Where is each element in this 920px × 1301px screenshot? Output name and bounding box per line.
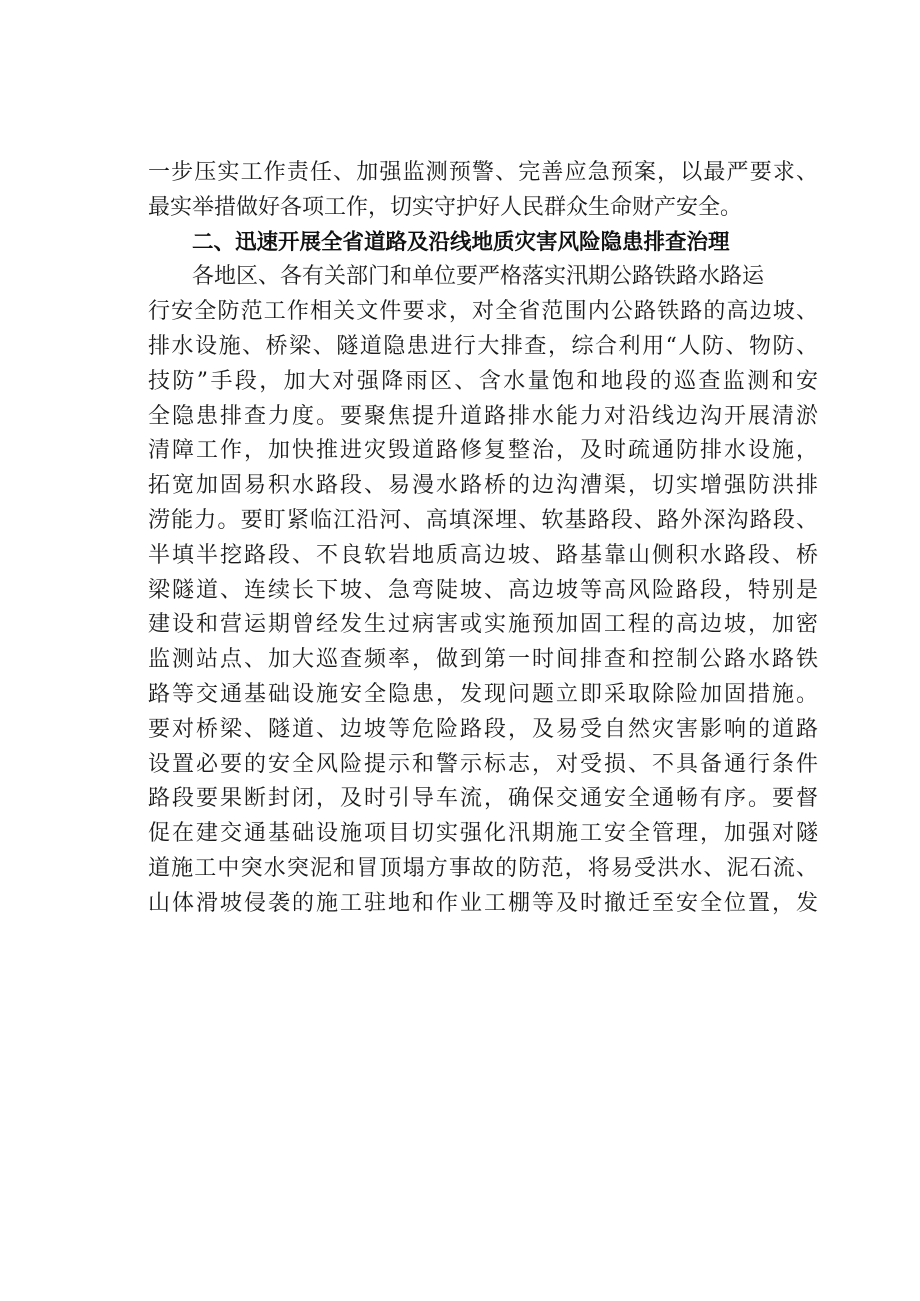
paragraph-line-9: 半填半挖路段、不良软岩地质高边坡、路基靠山侧积水路段、桥 <box>148 542 818 568</box>
continuation-line-2: 最实举措做好各项工作，切实守护好人民群众生命财产安全。 <box>148 194 743 220</box>
paragraph-line-19: 山体滑坡侵袭的施工驻地和作业工棚等及时撤迁至安全位置，发 <box>148 890 818 916</box>
paragraph-line-10: 梁隧道、连续长下坡、急弯陡坡、高边坡等高风险路段，特别是 <box>148 577 818 603</box>
paragraph-line-8: 涝能力。要盯紧临江沿河、高填深埋、软基路段、路外深沟路段、 <box>148 507 818 533</box>
continuation-line-1: 一步压实工作责任、加强监测预警、完善应急预案，以最严要求、 <box>148 160 818 185</box>
paragraph-line-17: 促在建交通基础设施项目切实强化汛期施工安全管理，加强对隧 <box>148 821 818 847</box>
paragraph-line-4: 技防”手段，加大对强降雨区、含水量饱和地段的巡查监测和安 <box>148 368 818 394</box>
paragraph-line-7: 拓宽加固易积水路段、易漫水路桥的边沟漕渠，切实增强防洪排 <box>148 473 818 499</box>
section-heading: 二、迅速开展全省道路及沿线地质灾害风险隐患排查治理 <box>192 229 730 255</box>
paragraph-line-12: 监测站点、加大巡查频率，做到第一时间排查和控制公路水路铁 <box>148 647 818 673</box>
document-body <box>148 156 818 922</box>
paragraph-line-18: 道施工中突水突泥和冒顶塌方事故的防范，将易受洪水、泥石流、 <box>148 855 818 881</box>
paragraph-line-6: 清障工作，加快推进灾毁道路修复整治，及时疏通防排水设施， <box>148 438 818 464</box>
paragraph-line-11: 建设和营运期曾经发生过病害或实施预加固工程的高边坡，加密 <box>148 612 818 638</box>
paragraph-line-2: 行安全防范工作相关文件要求，对全省范围内公路铁路的高边坡、 <box>148 299 818 325</box>
paragraph-line-15: 设置必要的安全风险提示和警示标志，对受损、不具备通行条件 <box>148 751 818 777</box>
paragraph-line-16: 路段要果断封闭，及时引导车流，确保交通安全通畅有序。要督 <box>148 786 818 812</box>
paragraph-line-5: 全隐患排查力度。要聚焦提升道路排水能力对沿线边沟开展清淤 <box>148 403 818 429</box>
paragraph-line-3: 排水设施、桥梁、隧道隐患进行大排查，综合利用“人防、物防、 <box>148 333 818 359</box>
paragraph-line-13: 路等交通基础设施安全隐患，发现问题立即采取除险加固措施。 <box>148 681 818 707</box>
paragraph-line-1: 各地区、各有关部门和单位要严格落实汛期公路铁路水路运 <box>192 264 765 290</box>
paragraph-line-14: 要对桥梁、隧道、边坡等危险路段，及易受自然灾害影响的道路 <box>148 716 818 742</box>
